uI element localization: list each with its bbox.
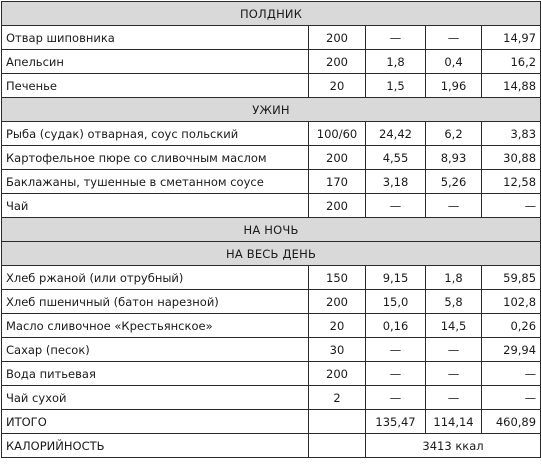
item-protein: — <box>366 26 426 50</box>
calories-row <box>2 434 541 458</box>
table-row <box>2 50 541 74</box>
item-fat: — <box>426 26 482 50</box>
item-carbs: 59,85 <box>482 266 541 290</box>
item-name: Вода питьевая <box>2 362 309 386</box>
item-quantity: 150 <box>309 266 366 290</box>
item-name: Отвар шиповника <box>2 26 309 50</box>
item-carbs: 16,2 <box>482 50 541 74</box>
item-quantity: 200 <box>309 146 366 170</box>
item-fat: 8,93 <box>426 146 482 170</box>
item-protein: — <box>366 338 426 362</box>
item-fat: 0,4 <box>426 50 482 74</box>
total-protein: 135,47 <box>366 410 426 434</box>
item-protein: 0,16 <box>366 314 426 338</box>
item-name: Рыба (судак) отварная, соус польский <box>2 122 309 146</box>
item-protein: 15,0 <box>366 290 426 314</box>
item-name: Печенье <box>2 74 309 98</box>
item-fat: 5,8 <box>426 290 482 314</box>
item-carbs: 29,94 <box>482 338 541 362</box>
item-quantity: 200 <box>309 362 366 386</box>
item-quantity: 20 <box>309 74 366 98</box>
item-fat: 5,26 <box>426 170 482 194</box>
item-quantity: 200 <box>309 50 366 74</box>
item-quantity: 100/60 <box>309 122 366 146</box>
item-protein: 4,55 <box>366 146 426 170</box>
section-title: НА ВЕСЬ ДЕНЬ <box>2 242 541 266</box>
item-carbs: 14,88 <box>482 74 541 98</box>
item-name: Баклажаны, тушенные в сметанном соусе <box>2 170 309 194</box>
calories-value: 3413 ккал <box>366 434 541 458</box>
section-header <box>2 242 541 266</box>
total-qty <box>309 410 366 434</box>
item-name: Сахар (песок) <box>2 338 309 362</box>
item-name: Хлеб ржаной (или отрубный) <box>2 266 309 290</box>
section-header <box>2 2 541 26</box>
item-fat: 14,5 <box>426 314 482 338</box>
total-label: ИТОГО <box>2 410 309 434</box>
item-name: Картофельное пюре со сливочным маслом <box>2 146 309 170</box>
item-carbs: — <box>482 386 541 410</box>
item-carbs: 0,26 <box>482 314 541 338</box>
table-row <box>2 338 541 362</box>
table-row <box>2 122 541 146</box>
table-row <box>2 74 541 98</box>
item-name: Апельсин <box>2 50 309 74</box>
total-row <box>2 410 541 434</box>
item-quantity: 200 <box>309 290 366 314</box>
table-row <box>2 26 541 50</box>
table-row <box>2 386 541 410</box>
calories-label: КАЛОРИЙНОСТЬ <box>2 434 309 458</box>
item-carbs: 30,88 <box>482 146 541 170</box>
item-carbs: 3,83 <box>482 122 541 146</box>
item-protein: 9,15 <box>366 266 426 290</box>
section-title: УЖИН <box>2 98 541 122</box>
table-row <box>2 194 541 218</box>
item-fat: — <box>426 386 482 410</box>
table-row <box>2 290 541 314</box>
table-row <box>2 266 541 290</box>
item-name: Хлеб пшеничный (батон нарезной) <box>2 290 309 314</box>
item-carbs: 12,58 <box>482 170 541 194</box>
item-protein: — <box>366 362 426 386</box>
section-title: НА НОЧЬ <box>2 218 541 242</box>
item-quantity: 2 <box>309 386 366 410</box>
item-protein: — <box>366 194 426 218</box>
total-fat: 114,14 <box>426 410 482 434</box>
item-carbs: — <box>482 362 541 386</box>
item-fat: — <box>426 338 482 362</box>
item-fat: 1,8 <box>426 266 482 290</box>
section-header <box>2 98 541 122</box>
item-quantity: 200 <box>309 26 366 50</box>
item-fat: 6,2 <box>426 122 482 146</box>
table-body <box>2 2 541 458</box>
table-row <box>2 146 541 170</box>
item-name: Чай сухой <box>2 386 309 410</box>
table-row <box>2 314 541 338</box>
section-title: ПОЛДНИК <box>2 2 541 26</box>
section-header <box>2 218 541 242</box>
item-protein: 1,5 <box>366 74 426 98</box>
item-name: Чай <box>2 194 309 218</box>
table-row <box>2 170 541 194</box>
item-protein: 24,42 <box>366 122 426 146</box>
total-carbs: 460,89 <box>482 410 541 434</box>
item-protein: 3,18 <box>366 170 426 194</box>
item-fat: — <box>426 194 482 218</box>
item-quantity: 200 <box>309 194 366 218</box>
item-name: Масло сливочное «Крестьянское» <box>2 314 309 338</box>
item-carbs: 102,8 <box>482 290 541 314</box>
item-quantity: 20 <box>309 314 366 338</box>
item-carbs: — <box>482 194 541 218</box>
item-fat: 1,96 <box>426 74 482 98</box>
item-quantity: 30 <box>309 338 366 362</box>
calories-qty <box>309 434 366 458</box>
menu-nutrition-table <box>1 1 541 458</box>
item-protein: — <box>366 386 426 410</box>
item-carbs: 14,97 <box>482 26 541 50</box>
table-row <box>2 362 541 386</box>
item-quantity: 170 <box>309 170 366 194</box>
item-protein: 1,8 <box>366 50 426 74</box>
item-fat: — <box>426 362 482 386</box>
